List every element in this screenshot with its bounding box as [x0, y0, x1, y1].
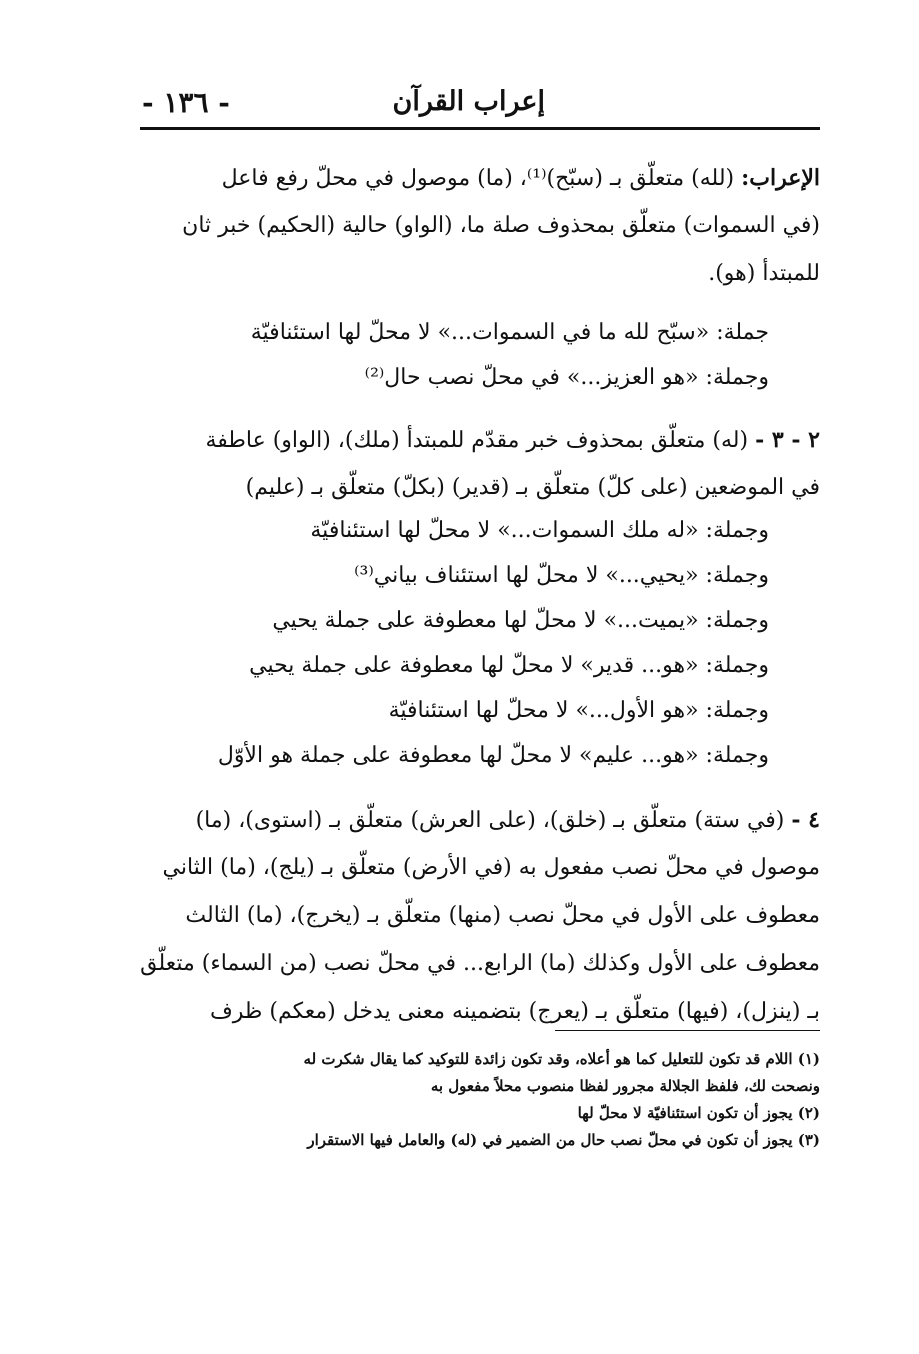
text-line: للمبتدأ (هو). — [708, 261, 820, 286]
footnote-continuation: ونصحت لك، فلفظ الجلالة مجرور لفظا منصوب محلاً مفعول به — [430, 1077, 820, 1095]
sentence-item: وجملة: «له ملك السموات...» لا محلّ لها استئنافيّة — [310, 518, 769, 543]
text-line: موصول في محلّ نصب مفعول به (في الأرض) متعلّق بـ (يلج)، (ما) الثاني — [162, 855, 820, 880]
sentence-item: وجملة: «هو... قدير» لا محلّ لها معطوفة على جملة يحيي — [249, 653, 769, 678]
paragraph-verses-2-3 — [140, 416, 820, 512]
text-line-content: (في ستة) متعلّق بـ (خلق)، (على العرش) متعلّق بـ (استوى)، (ما) — [195, 808, 785, 833]
text-line: بـ (ينزل)، (فيها) متعلّق بـ (يعرج) بتضمينه معنى يدخل (معكم) ظرف — [209, 999, 820, 1024]
verse-number: ٢ - ٣ - — [755, 427, 820, 453]
sentence-item: وجملة: «هو العزيز...» في محلّ نصب حال⁽²⁾ — [364, 365, 769, 390]
paragraph-irab — [140, 154, 820, 298]
text-line: معطوف على الأول وكذلك (ما) الرابع... في محلّ نصب (من السماء) متعلّق — [140, 951, 820, 976]
text-line-content: (لله) متعلّق بـ (سبّح)⁽¹⁾، (ما) موصول في محلّ رفع فاعل — [221, 166, 735, 191]
paragraph-verse-4 — [140, 796, 820, 1036]
page-header — [140, 82, 820, 126]
text-line — [140, 796, 820, 844]
text-line — [140, 416, 820, 464]
verse-number: ٤ - — [791, 807, 820, 833]
text-line: (في السموات) متعلّق بمحذوف صلة ما، (الواو) حالية (الحكيم) خبر ثان — [182, 213, 820, 238]
footnote: (٣) يجوز أن تكون في محلّ نصب حال من الضمير في (له) والعامل فيها الاستقرار — [307, 1131, 820, 1149]
sentence-list-2 — [140, 508, 769, 778]
sentence-item: وجملة: «هو الأول...» لا محلّ لها استئنافيّة — [388, 698, 769, 723]
irab-label: الإعراب: — [741, 165, 820, 191]
book-title: إعراب القرآن — [392, 86, 545, 117]
text-line: معطوف على الأول في محلّ نصب (منها) متعلّق بـ (يخرج)، (ما) الثالث — [185, 903, 820, 928]
header-rule — [140, 127, 820, 130]
sentence-list-1 — [140, 310, 769, 400]
sentence-item: وجملة: «يميت...» لا محلّ لها معطوفة على جملة يحيي — [272, 608, 769, 633]
text-line: في الموضعين (على كلّ) متعلّق بـ (قدير) (بكلّ) متعلّق بـ (عليم) — [245, 475, 820, 500]
footnote: (٢) يجوز أن تكون استئنافيّة لا محلّ لها — [577, 1104, 820, 1122]
page-number: - ١٣٦ - — [142, 86, 230, 119]
sentence-item: وجملة: «يحيي...» لا محلّ لها استئناف بياني⁽³⁾ — [354, 563, 769, 588]
sentence-item: جملة: «سبّح لله ما في السموات...» لا محلّ لها استئنافيّة — [250, 320, 769, 345]
footnotes — [140, 1046, 820, 1154]
footnote: (١) اللام قد تكون للتعليل كما هو أعلاه، وقد تكون زائدة للتوكيد كما يقال شكرت له — [303, 1050, 820, 1068]
text-line-content: (له) متعلّق بمحذوف خبر مقدّم للمبتدأ (ملك)، (الواو) عاطفة — [205, 428, 749, 453]
sentence-item: وجملة: «هو... عليم» لا محلّ لها معطوفة على جملة هو الأوّل — [217, 743, 769, 768]
text-line — [140, 154, 820, 202]
footnote-rule — [555, 1030, 820, 1031]
